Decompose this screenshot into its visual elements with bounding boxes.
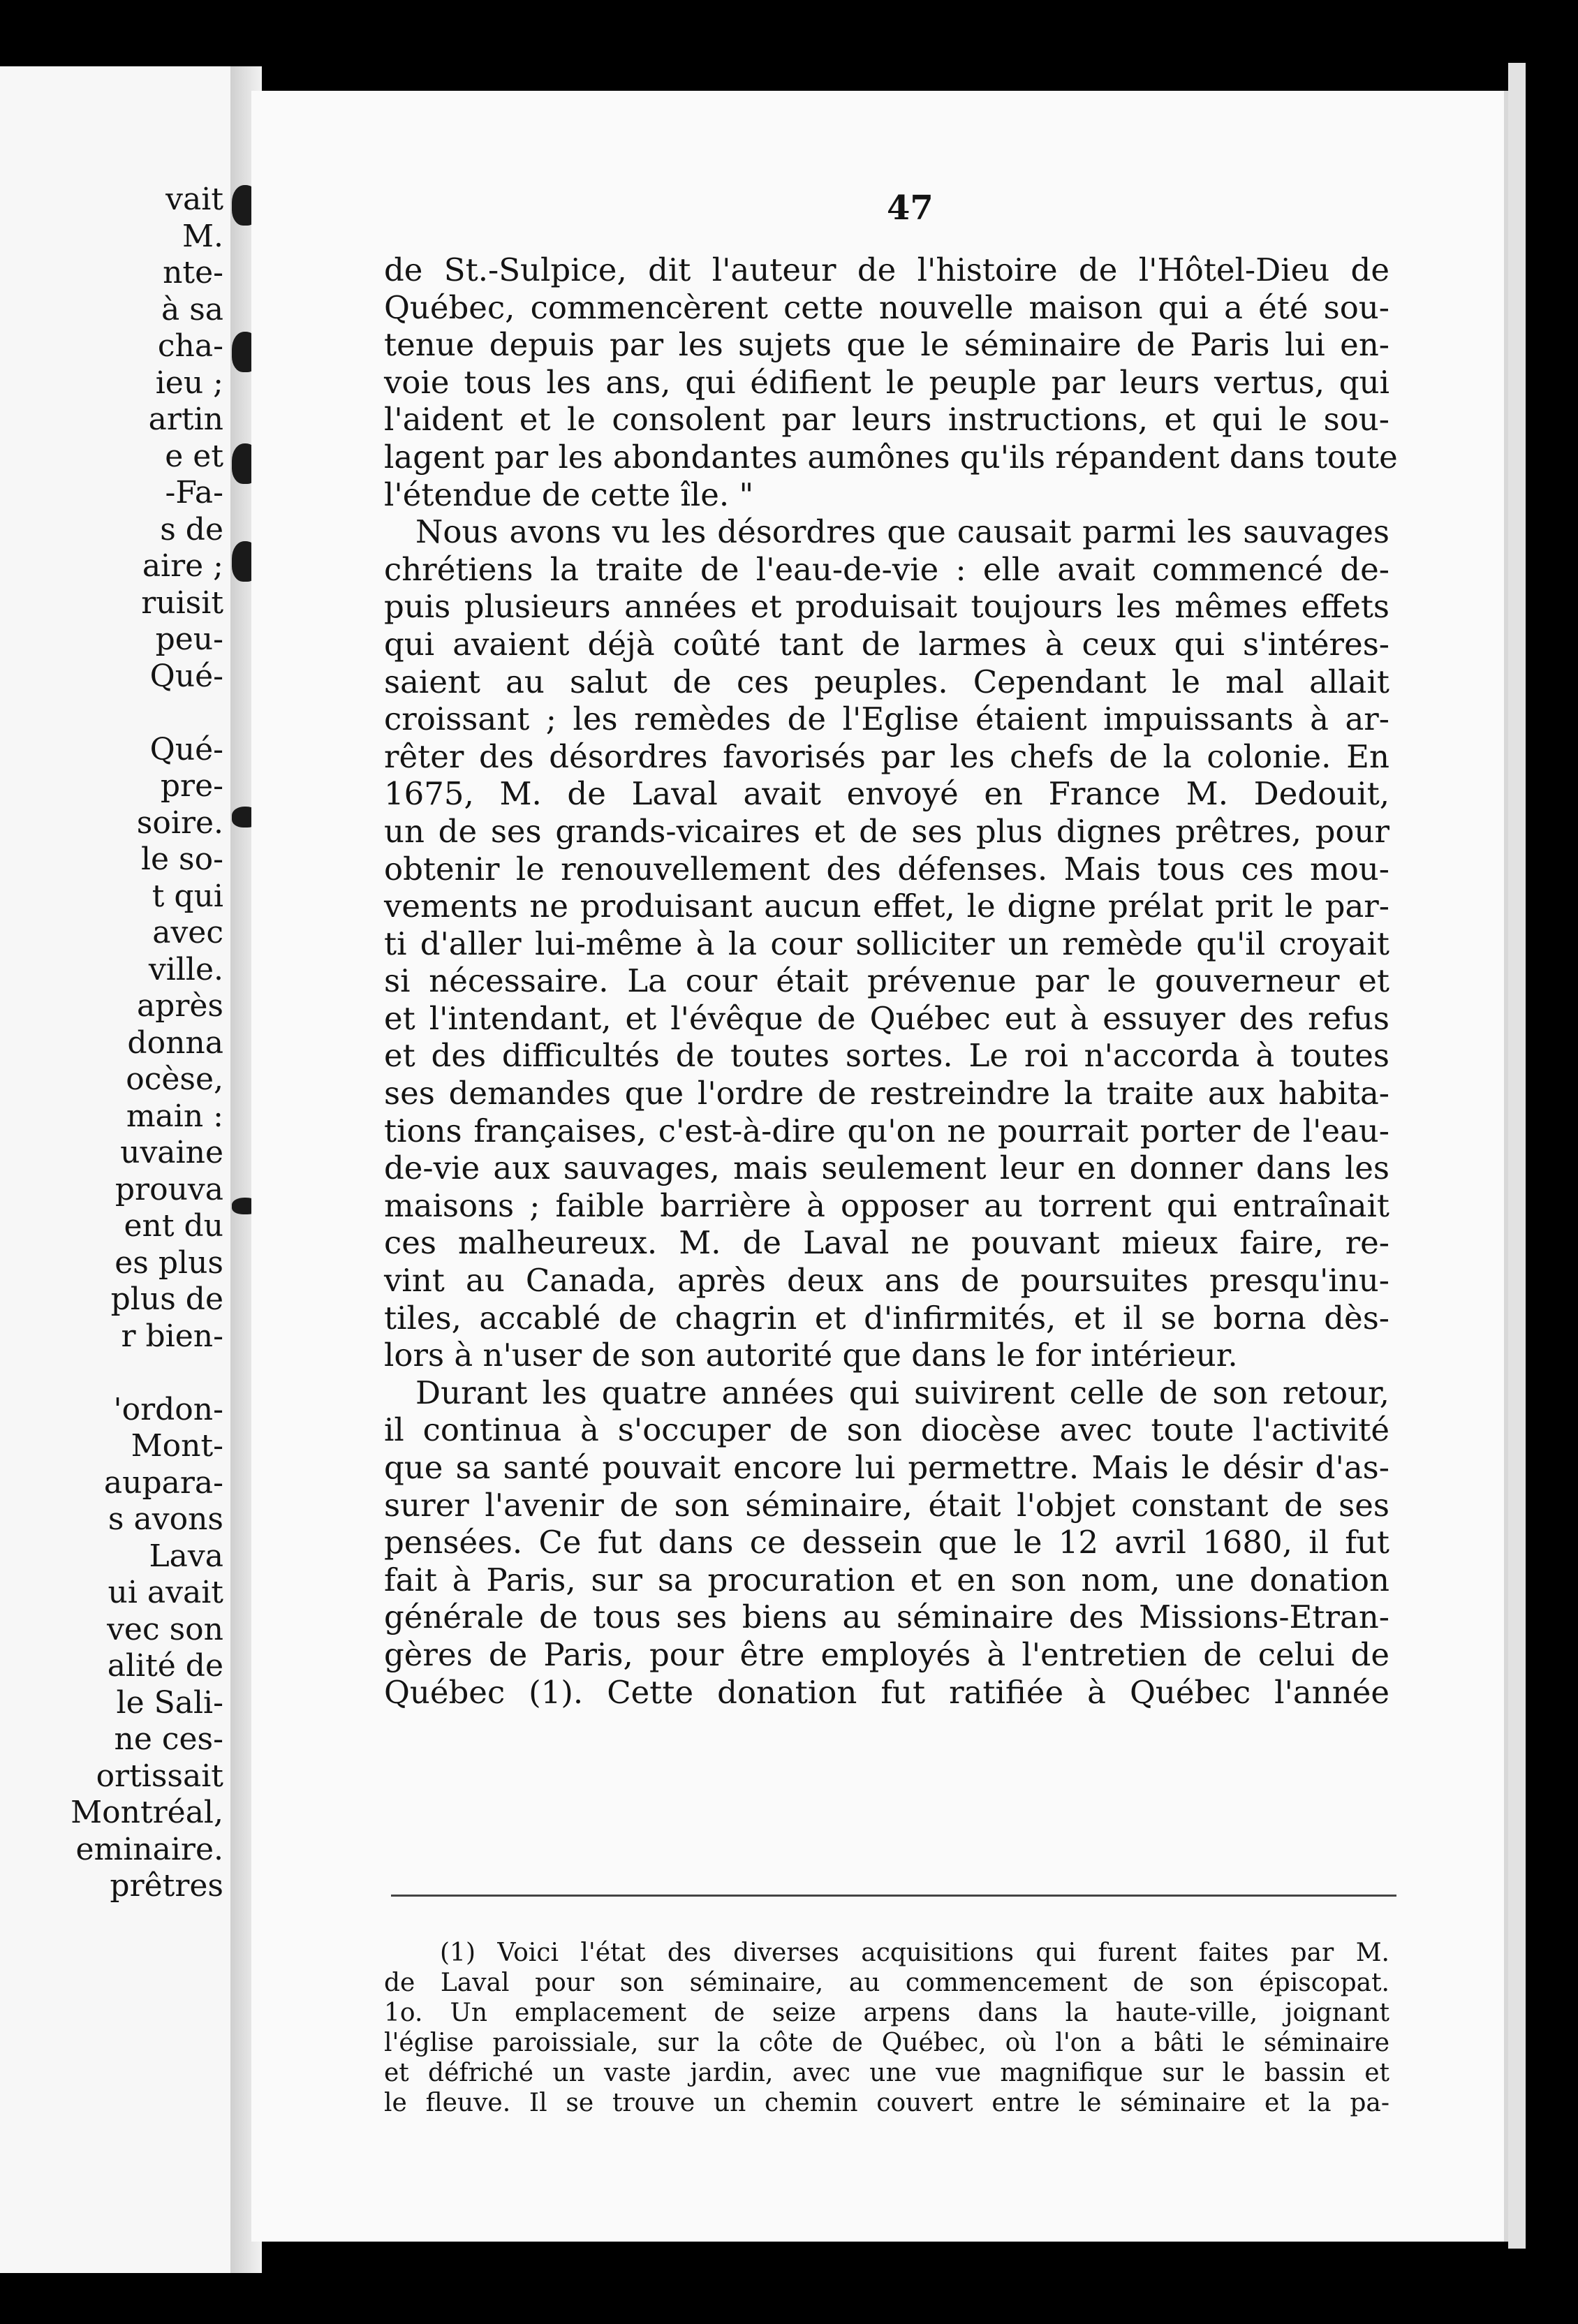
left-page-line: Montréal, (71, 1795, 223, 1830)
left-page-line: artin (148, 402, 223, 437)
left-page-line: prêtres (110, 1868, 223, 1904)
text-line: tiles, accablé de chagrin et d'infirmités, et il se borna dès- (384, 1299, 1389, 1337)
left-page-line: ocèse, (126, 1061, 223, 1097)
text-line: gères de Paris, pour être employés à l'entretien de celui de (384, 1635, 1389, 1673)
left-page-line: uvaine (120, 1135, 223, 1170)
page-number: 47 (887, 189, 934, 228)
left-page-line: 'ordon- (113, 1391, 223, 1427)
text-line: de St.-Sulpice, dit l'auteur de l'histoire de l'Hôtel-Dieu de (384, 251, 1389, 288)
left-page-line: s de (160, 511, 223, 547)
text-line: tenue depuis par les sujets que le séminaire de Paris lui en- (384, 326, 1389, 364)
left-page-line: ville. (148, 951, 223, 987)
text-line: et l'intendant, et l'évêque de Québec eut à essuyer des refus (384, 999, 1389, 1037)
text-line: de-vie aux sauvages, mais seulement leur en donner dans les (384, 1149, 1389, 1187)
text-line: pensées. Ce fut dans ce dessein que le 12 avril 1680, il fut (384, 1524, 1389, 1561)
left-page-line: cha- (157, 328, 223, 364)
left-page-line: ne ces- (114, 1721, 223, 1757)
left-page-line: e et (165, 438, 223, 474)
text-line: obtenir le renouvellement des défenses. Mais tous ces mou- (384, 850, 1389, 888)
text-line: 1675, M. de Laval avait envoyé en France M. Dedouit, (384, 775, 1389, 813)
text-line: l'aident et le consolent par leurs instructions, et qui le sou- (384, 401, 1389, 439)
text-line: qui avaient déjà coûté tant de larmes à ceux qui s'intéres- (384, 625, 1389, 663)
text-line: rêter des désordres favorisés par les chefs de la colonie. En (384, 737, 1389, 775)
left-page-line: vec son (107, 1611, 223, 1647)
left-page-line: ruisit (141, 584, 223, 621)
left-page-line: prouva (115, 1171, 223, 1207)
left-page-line: peu- (155, 622, 223, 657)
left-page-line: Qué- (149, 731, 223, 767)
text-line: chrétiens la traite de l'eau-de-vie : elle avait commencé de- (384, 550, 1389, 588)
text-line: lors à n'user de son autorité que dans le for intérieur. (384, 1337, 1238, 1374)
text-line: lagent par les abondantes aumônes qu'ils répandent dans toute (384, 438, 1398, 476)
left-page-line: M. (182, 218, 223, 254)
left-page-line: eminaire. (75, 1831, 223, 1867)
text-line: Québec, commencèrent cette nouvelle maison qui a été sou- (384, 288, 1389, 326)
left-page-line: ui avait (108, 1575, 223, 1610)
left-page-line: aupara- (103, 1464, 223, 1501)
left-page-line: le so- (140, 841, 223, 877)
text-line: maisons ; faible barrière à opposer au torrent qui entraînait (384, 1186, 1389, 1224)
left-page-line: vait (165, 182, 223, 217)
left-page-line: Lava (149, 1538, 223, 1574)
left-page-line: ent du (124, 1208, 223, 1244)
left-page-line: aire ; (142, 548, 223, 584)
text-line: ces malheureux. M. de Laval ne pouvant mieux faire, re- (384, 1224, 1389, 1262)
left-page-line: main : (126, 1098, 223, 1134)
left-page-line: alité de (107, 1648, 223, 1684)
text-line: si nécessaire. La cour était prévenue par le gouverneur et (384, 962, 1389, 1000)
text-line: Durant les quatre années qui suivirent celle de son retour, (415, 1374, 1389, 1411)
text-line: vint au Canada, après deux ans de poursuites presqu'inu- (384, 1262, 1389, 1300)
text-line: surer l'avenir de son séminaire, était l'objet constant de ses (384, 1486, 1389, 1524)
left-page-line: pre- (160, 768, 223, 804)
left-page-line: -Fa- (165, 475, 223, 510)
left-page-line: t qui (152, 878, 223, 914)
body-text (384, 251, 1398, 1711)
text-line: vements ne produisant aucun effet, le digne prélat prit le par- (384, 888, 1389, 925)
right-page (251, 91, 1508, 2242)
left-page-line: ortissait (96, 1758, 223, 1794)
left-page-line: soire. (136, 804, 223, 841)
left-page-line: à sa (161, 291, 223, 328)
text-line: fait à Paris, sur sa procuration et en son nom, une donation (384, 1561, 1389, 1598)
footnote-line: l'église paroissiale, sur la côte de Québec, où l'on a bâti le séminaire (384, 2029, 1389, 2057)
text-line: puis plusieurs années et produisait toujours les mêmes effets (384, 588, 1389, 626)
footnote-line: de Laval pour son séminaire, au commencement de son épiscopat. (384, 1969, 1389, 1997)
footnote-divider (391, 1895, 1396, 1897)
text-line: tions françaises, c'est-à-dire qu'on ne pourrait porter de l'eau- (384, 1112, 1389, 1149)
left-page-line: nte- (163, 255, 223, 290)
left-page-line: r bien- (121, 1318, 223, 1354)
text-line: Nous avons vu les désordres que causait parmi les sauvages (415, 513, 1389, 551)
text-line: Québec (1). Cette donation fut ratifiée à Québec l'année (384, 1673, 1389, 1711)
left-page-line: donna (127, 1024, 223, 1061)
text-line: que sa santé pouvait encore lui permettre. Mais le désir d'as- (384, 1449, 1389, 1486)
text-line: et des difficultés de toutes sortes. Le roi n'accorda à toutes (384, 1037, 1389, 1075)
left-page-line: ieu ; (155, 365, 223, 401)
footnote-line: et défriché un vaste jardin, avec une vue magnifique sur le bassin et (384, 2059, 1389, 2087)
left-page-line: Qué- (149, 658, 223, 694)
footnote-line: 1o. Un emplacement de seize arpens dans la haute-ville, joignant (384, 1999, 1389, 2027)
left-page-line: plus de (110, 1281, 223, 1317)
left-page-line: es plus (115, 1244, 223, 1281)
text-line: générale de tous ses biens au séminaire des Missions-Etran- (384, 1598, 1389, 1636)
text-line: il continua à s'occuper de son diocèse avec toute l'activité (384, 1411, 1389, 1449)
left-page-line: avec (152, 915, 223, 950)
footnote (384, 1938, 1389, 2118)
text-line: croissant ; les remèdes de l'Eglise étaient impuissants à ar- (384, 700, 1389, 738)
text-line: ses demandes que l'ordre de restreindre la traite aux habita- (384, 1075, 1389, 1112)
text-line: un de ses grands-vicaires et de ses plus dignes prêtres, pour (384, 812, 1389, 850)
left-page-line: s avons (108, 1501, 223, 1537)
left-page-line: Mont- (131, 1428, 223, 1464)
left-page-line: le Sali- (116, 1684, 223, 1721)
footnote-line: le fleuve. Il se trouve un chemin couvert entre le séminaire et la pa- (384, 2089, 1389, 2117)
left-page-line: après (136, 988, 223, 1024)
page-edge (1508, 63, 1526, 2249)
footnote-line: (1) Voici l'état des diverses acquisitions qui furent faites par M. (440, 1939, 1389, 1967)
text-line: saient au salut de ces peuples. Cependant le mal allait (384, 663, 1389, 700)
text-line: ti d'aller lui-même à la cour solliciter un remède qu'il croyait (384, 925, 1389, 962)
left-page-fragment (0, 66, 230, 2273)
text-line: l'étendue de cette île. " (384, 476, 754, 513)
text-line: voie tous les ans, qui édifient le peuple par leurs vertus, qui (384, 363, 1389, 401)
